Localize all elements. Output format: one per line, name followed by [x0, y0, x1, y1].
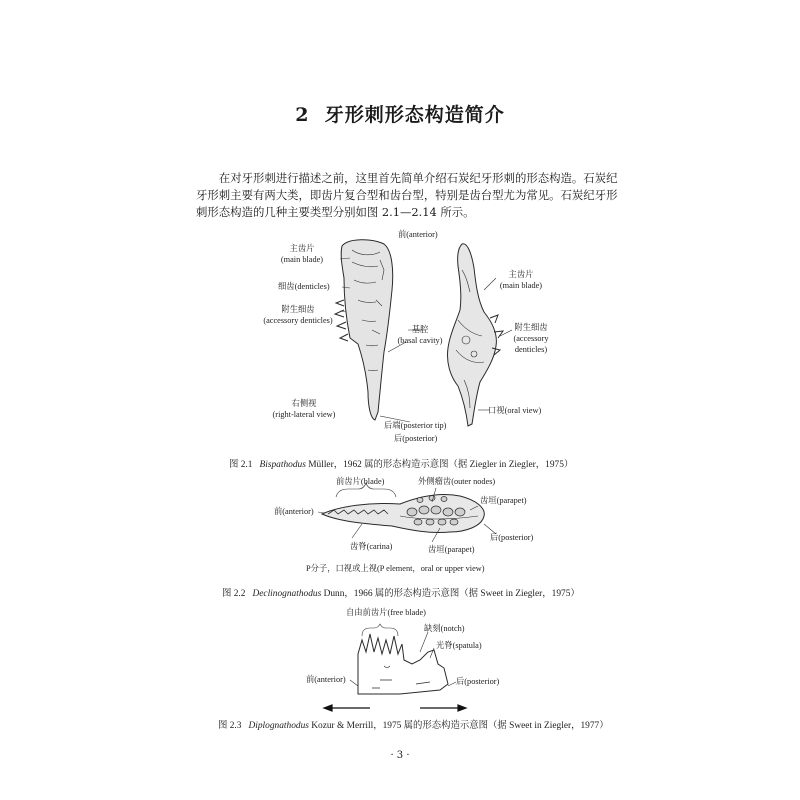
fig1-label-accessory-left: [253, 304, 343, 326]
fig2-label-posterior: 后(posterior): [490, 533, 534, 542]
fig3-direction-arrows: [324, 705, 466, 711]
fig1-right-lateral-en: (right-lateral view): [272, 410, 336, 419]
fig1-right-lateral-cn: 右侧视: [291, 399, 317, 408]
intro-line-1: 在对牙形刺进行描述之前，这里首先简单介绍石炭纪牙形刺的形态构造。石炭纪: [218, 171, 618, 185]
fig1-basal-cavity-en: (basal cavity): [397, 336, 443, 345]
fig2-caption-prefix: 图 2.2: [222, 589, 246, 599]
fig1-label-main-blade-right: [492, 269, 550, 291]
fig1-label-main-blade-left: [264, 243, 340, 265]
fig1-accessory-left-cn: 附生细齿: [281, 305, 315, 314]
fig1-label-denticles: 细齿(denticles): [278, 282, 330, 291]
fig2-label-p-element: P分子，口视或上视(P element，oral or upper view): [306, 564, 485, 573]
section-number: 2: [295, 104, 310, 126]
fig1-main-blade-left-en: (main blade): [280, 255, 324, 264]
fig3-label-posterior: 后(posterior): [456, 677, 500, 686]
fig2-label-carina: 齿脊(carina): [350, 542, 393, 551]
section-title: 牙形刺形态构造简介: [324, 104, 505, 126]
fig2-label-blade: 前齿片(blade): [336, 477, 385, 486]
fig1-accessory-right-en2: denticles): [514, 345, 548, 354]
fig3-label-notch: 缺刻(notch): [424, 624, 465, 633]
fig2-label-parapet-top: 齿垣(parapet): [480, 496, 527, 505]
fig3-label-spatula: 光脊(spatula): [436, 641, 482, 650]
fig1-caption: [229, 456, 573, 470]
fig1-label-posterior-tip: 后端(posterior tip): [384, 421, 447, 430]
fig3-caption-prefix: 图 2.3: [218, 721, 242, 731]
fig3-caption: [218, 717, 609, 731]
fig2-specimen: [322, 494, 484, 532]
fig1-lateral-specimen: [335, 240, 393, 420]
fig1-basal-cavity-cn: 基腔: [411, 325, 429, 334]
fig1-label-anterior: 前(anterior): [398, 230, 438, 239]
fig3-specimen: [358, 634, 448, 694]
fig1-caption-prefix: 图 2.1: [229, 460, 253, 470]
fig2-caption-genus: Declinognathodus: [252, 589, 322, 599]
fig3-label-anterior: 前(anterior): [306, 675, 346, 684]
fig1-accessory-right-cn: 附生细齿: [514, 323, 548, 332]
fig1-caption-genus: Bispathodus: [259, 460, 306, 470]
intro-line-2: 牙形刺主要有两大类，即齿片复合型和齿台型，特别是齿台型尤为常见。石炭纪牙形: [196, 188, 618, 202]
fig2-label-anterior: 前(anterior): [274, 507, 314, 516]
fig1-label-right-lateral: [264, 398, 344, 420]
fig2-label-outer-nodes: 外侧瘤齿(outer nodes): [418, 477, 496, 486]
fig1-label-accessory-right: [506, 322, 556, 355]
fig1-accessory-right-en1: (accessory: [513, 334, 549, 343]
fig1-label-oral-view: 口视(oral view): [488, 406, 542, 415]
fig1-main-blade-right-en: (main blade): [499, 281, 543, 290]
fig1-label-basal-cavity: [390, 324, 450, 346]
fig3-label-free-blade: 自由前齿片(free blade): [346, 608, 426, 617]
fig1-label-posterior: 后(posterior): [394, 434, 438, 443]
intro-line-3: 刺形态构造的几种主要类型分别如图 2.1—2.14 所示。: [196, 205, 475, 219]
fig2-label-parapet-bottom: 齿垣(parapet): [428, 545, 475, 554]
page-number: · 3 ·: [390, 750, 410, 761]
fig2-caption-rest: Dunn，1966 属的形态构造示意图（据 Sweet in Ziegler，1975）: [321, 589, 580, 599]
fig3-caption-genus: Diplognathodus: [248, 721, 309, 731]
fig1-main-blade-left-cn: 主齿片: [289, 244, 315, 253]
fig1-main-blade-right-cn: 主齿片: [508, 270, 534, 279]
fig1-caption-rest: Müller，1962 属的形态构造示意图（据 Ziegler in Ziegler，1975）: [305, 460, 574, 470]
fig3-caption-rest: Kozur & Merrill，1975 属的形态构造示意图（据 Sweet in Ziegler，1977）: [308, 721, 609, 731]
fig1-accessory-left-en: (accessory denticles): [263, 316, 333, 325]
fig2-caption: [222, 585, 580, 599]
